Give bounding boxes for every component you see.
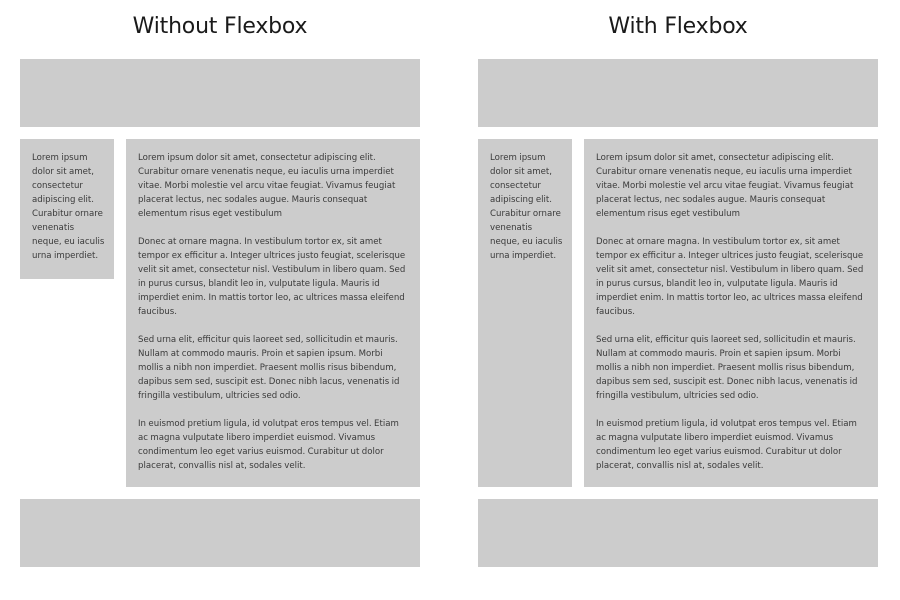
- main-paragraph: In euismod pretium ligula, id volutpat eros tempus vel. Etiam ac magna vulputate libero imperdiet euismod. Vivamus condimentum leo eget varius euismod. Curabitur ut dolor placerat, convallis nisl at, sodales velit.: [596, 419, 857, 471]
- sidebar-text: Lorem ipsum dolor sit amet, consectetur adipiscing elit. Curabitur ornare venenatis neque, eu iaculis urna imperdiet.: [32, 153, 105, 261]
- without-flexbox-title: Without Flexbox: [132, 14, 308, 39]
- with-flexbox-panel: [478, 0, 878, 600]
- main-paragraph: Lorem ipsum dolor sit amet, consectetur adipiscing elit. Curabitur ornare venenatis neque, eu iaculis urna imperdiet vitae. Morbi molestie vel arcu vitae feugiat. Vivamus feugiat placerat lectus, nec sodales augue. Mauris consequat elementum risus eget vestibulum: [596, 153, 854, 219]
- sidebar-block: [478, 139, 572, 487]
- with-flexbox-title: With Flexbox: [608, 14, 748, 39]
- main-paragraph: Lorem ipsum dolor sit amet, consectetur adipiscing elit. Curabitur ornare venenatis neque, eu iaculis urna imperdiet vitae. Morbi molestie vel arcu vitae feugiat. Vivamus feugiat placerat lectus, nec sodales augue. Mauris consequat elementum risus eget vestibulum: [138, 153, 396, 219]
- main-paragraph: Donec at ornare magna. In vestibulum tortor ex, sit amet tempor ex efficitur a. Integer ultrices justo feugiat, scelerisque velit sit amet, consectetur nisl. Vestibulum in libero quam. Sed in purus cursus, blandit leo in, vulputate ligula. Mauris id imperdiet enim. In mattis tortor leo, ac ultrices massa eleifend faucibus.: [138, 237, 406, 317]
- main-paragraph: Donec at ornare magna. In vestibulum tortor ex, sit amet tempor ex efficitur a. Integer ultrices justo feugiat, scelerisque velit sit amet, consectetur nisl. Vestibulum in libero quam. Sed in purus cursus, blandit leo in, vulputate ligula. Mauris id imperdiet enim. In mattis tortor leo, ac ultrices massa eleifend faucibus.: [596, 237, 864, 317]
- main-paragraph: In euismod pretium ligula, id volutpat eros tempus vel. Etiam ac magna vulputate libero imperdiet euismod. Vivamus condimentum leo eget varius euismod. Curabitur ut dolor placerat, convallis nisl at, sodales velit.: [138, 419, 399, 471]
- without-flexbox-panel: [20, 0, 420, 600]
- footer-block: [478, 499, 878, 567]
- header-block: [20, 59, 420, 127]
- main-paragraph: Sed urna elit, efficitur quis laoreet sed, sollicitudin et mauris. Nullam at commodo mauris. Proin et sapien ipsum. Morbi mollis a nibh non imperdiet. Praesent mollis risus bibendum, dapibus sem sed, suscipit est. Donec nibh lacus, venenatis id fringilla vestibulum, ultricies sed odio.: [596, 335, 858, 401]
- sidebar-block: [20, 139, 114, 279]
- main-content-block: [126, 139, 420, 487]
- main-content-block: [584, 139, 878, 487]
- sidebar-text: Lorem ipsum dolor sit amet, consectetur adipiscing elit. Curabitur ornare venenatis neque, eu iaculis urna imperdiet.: [490, 153, 563, 261]
- header-block: [478, 59, 878, 127]
- footer-block: [20, 499, 420, 567]
- main-paragraph: Sed urna elit, efficitur quis laoreet sed, sollicitudin et mauris. Nullam at commodo mauris. Proin et sapien ipsum. Morbi mollis a nibh non imperdiet. Praesent mollis risus bibendum, dapibus sem sed, suscipit est. Donec nibh lacus, venenatis id fringilla vestibulum, ultricies sed odio.: [138, 335, 400, 401]
